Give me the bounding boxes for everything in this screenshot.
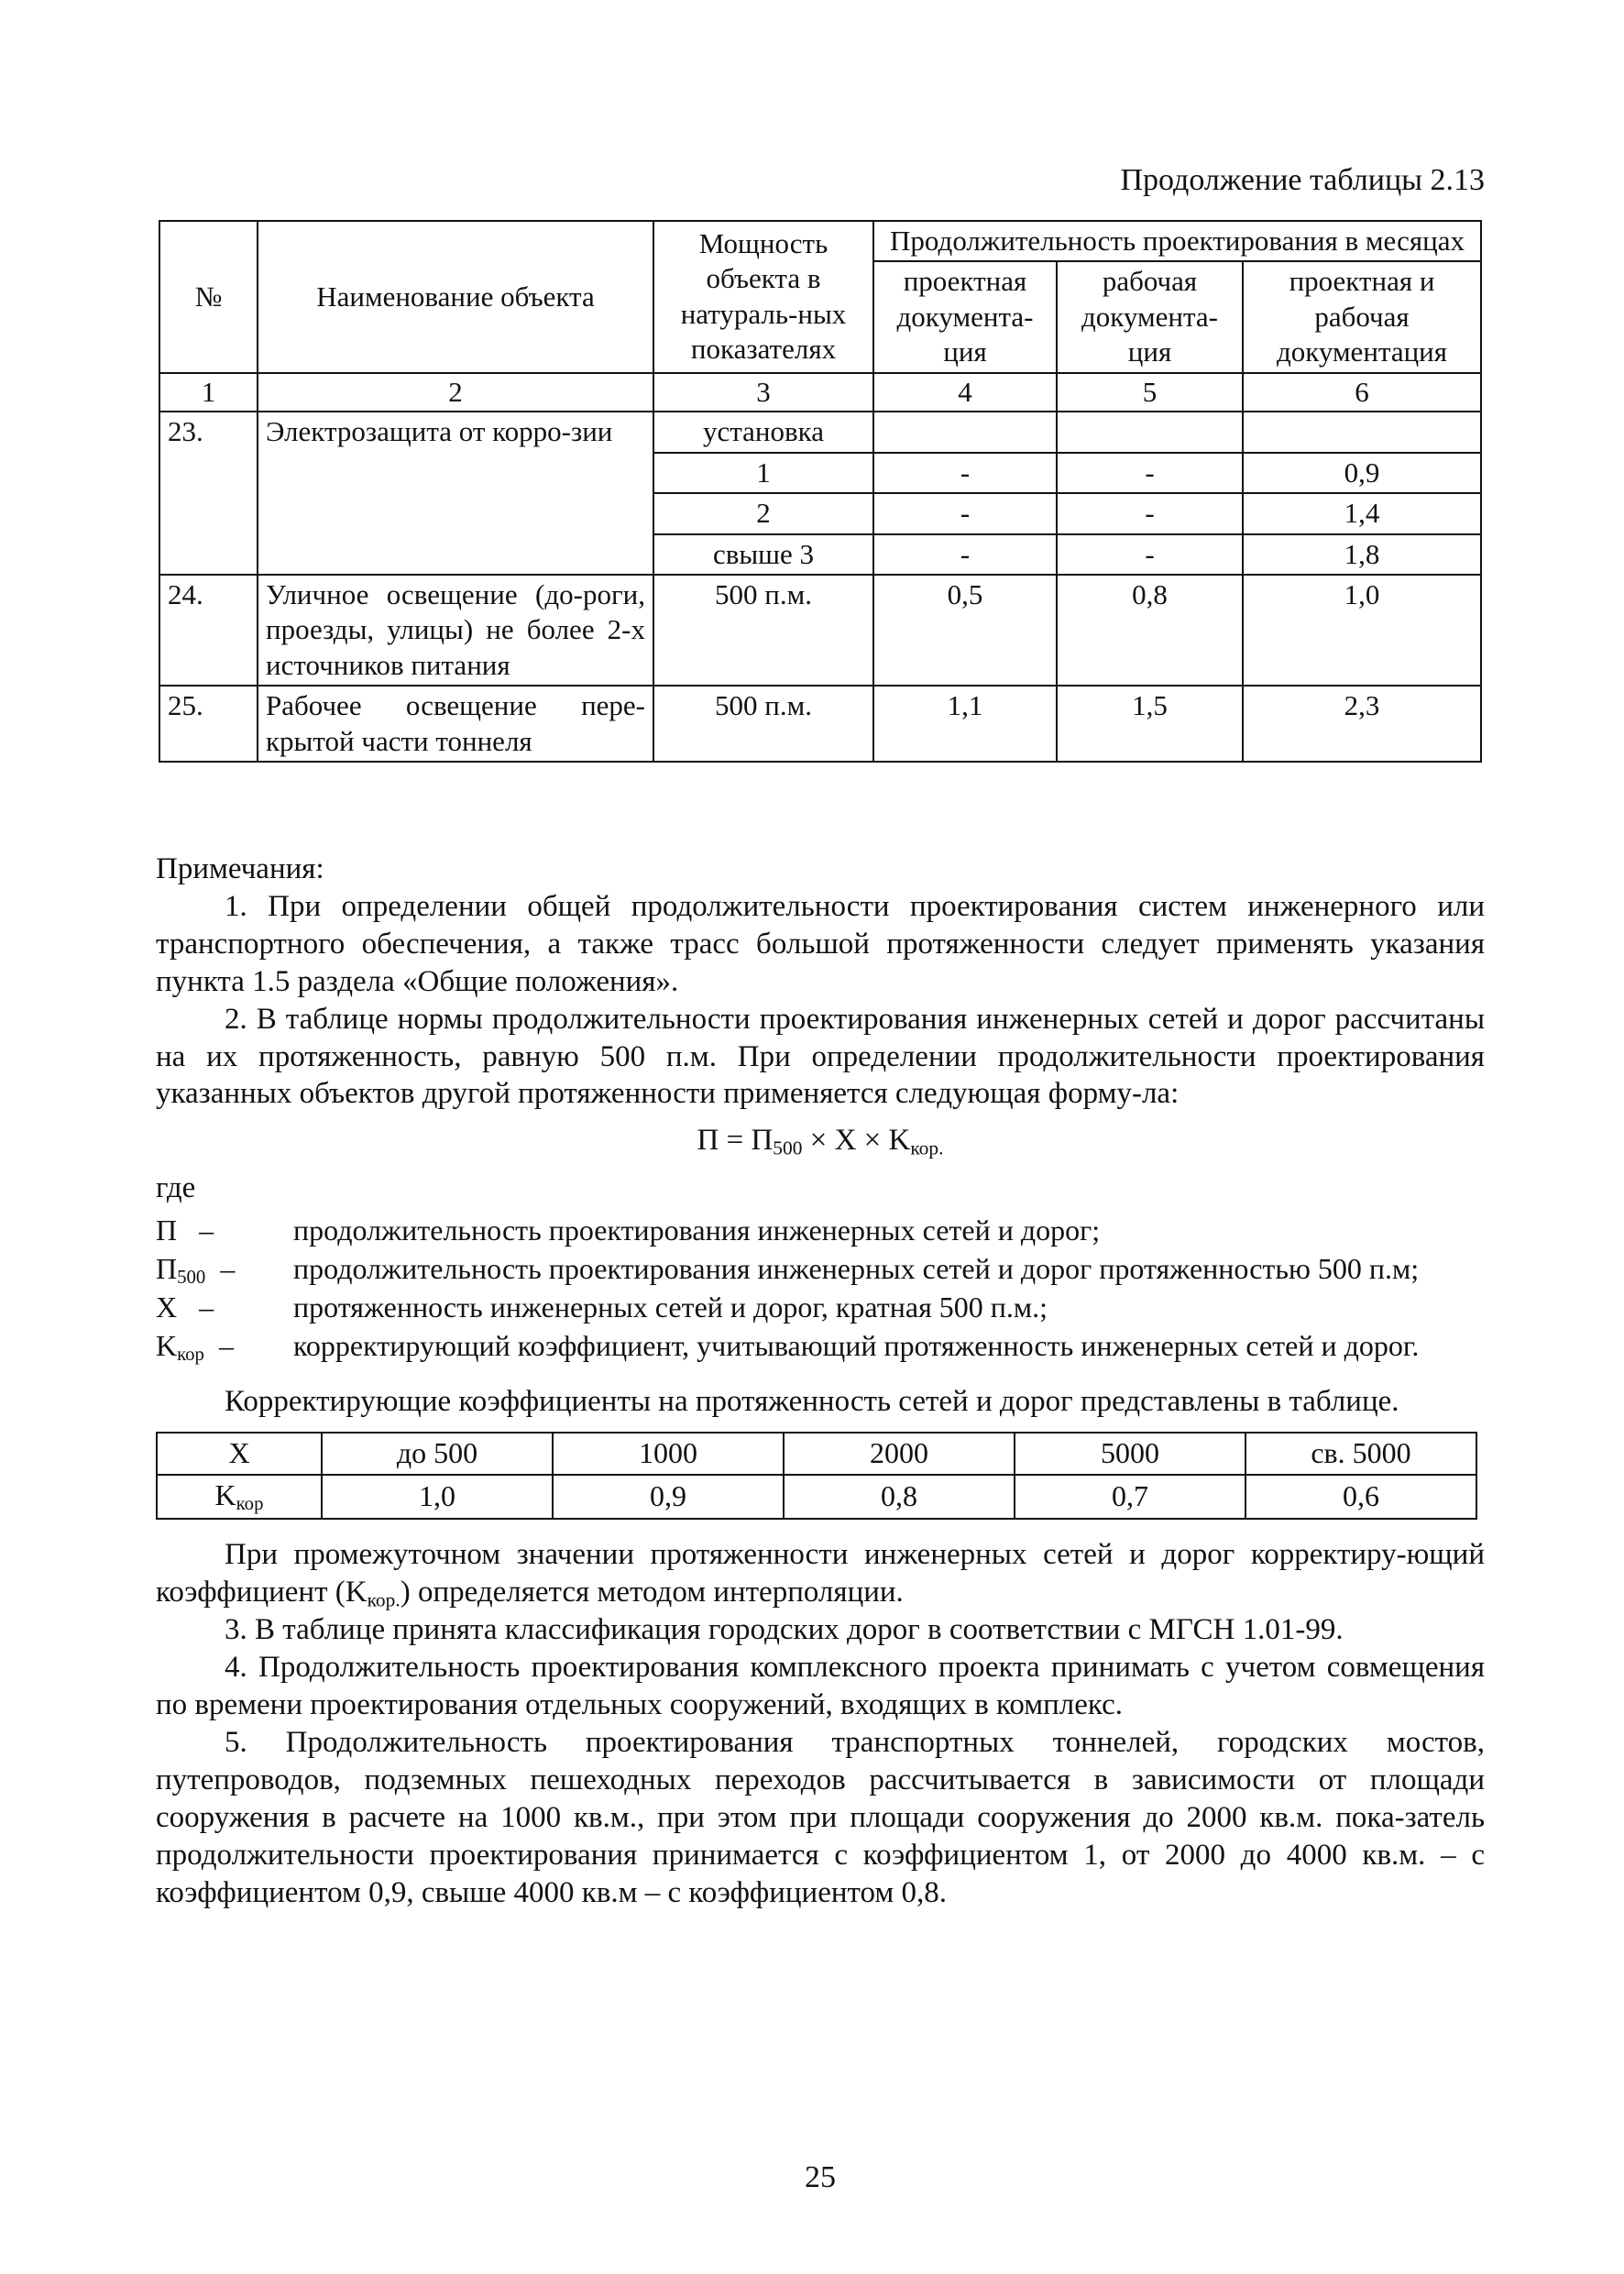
row-capacity: 500 п.м.: [653, 686, 873, 762]
header-project-and-working: проектная и рабочая документация: [1243, 261, 1481, 372]
table-row: [159, 412, 1481, 452]
k-table-x-label: X: [157, 1433, 322, 1475]
legend-row: [156, 1290, 1485, 1328]
interpolation-note: При промежуточном значении протяженности инженерных сетей и дорог корректиру-ющий коэффициент $(K_{кор.})$ определяется методом интерполяции.: [156, 1537, 1485, 1610]
column-number: 5: [1057, 373, 1243, 412]
note-2: 2. В таблице нормы продолжительности проектирования инженерных сетей и дорог рассчитаны на их протяженность, равную 500 п.м. При определении продолжительности проектирования указанных объектов другой протяженности применяется следующая форму-ла:: [156, 1002, 1485, 1111]
correction-coefficient-table: [156, 1432, 1477, 1520]
row-project-and-working: 1,0: [1243, 575, 1481, 686]
legend-text: протяженность инженерных сетей и дорог, кратная 500 п.м.;: [293, 1291, 1048, 1324]
notes-heading: Примечания:: [156, 852, 324, 885]
row-working-doc: 1,5: [1057, 686, 1243, 762]
column-numbers-row: [159, 373, 1481, 412]
row-number: 25.: [159, 686, 258, 762]
legend-row: [156, 1213, 1485, 1251]
k-table-k-label: $K_{кор}$: [157, 1475, 322, 1519]
row-project-doc: 0,5: [873, 575, 1057, 686]
notes-section: [156, 851, 1485, 1912]
row-project-doc: 1,1: [873, 686, 1057, 762]
row-working-doc: [1057, 412, 1243, 452]
row-capacity: 2: [653, 493, 873, 533]
k-table-k-value: 0,8: [784, 1475, 1015, 1519]
legend-row: [156, 1251, 1485, 1290]
note-3: 3. В таблице принята классификация городских дорог в соответствии с МГСН 1.01-99.: [225, 1613, 1344, 1647]
legend-text: продолжительность проектирования инженерных сетей и дорог;: [293, 1214, 1101, 1247]
table-continuation-title: Продолжение таблицы 2.13: [1120, 163, 1485, 197]
k-table-intro: Корректирующие коэффициенты на протяженность сетей и дорог представлены в таблице.: [225, 1385, 1399, 1419]
header-working-doc: рабочая документа-ция: [1057, 261, 1243, 372]
formula-sub-kor: кор.: [910, 1137, 944, 1159]
formula-sub-500: 500: [773, 1137, 803, 1159]
k-table-k-value: 1,0: [322, 1475, 553, 1519]
legend-text: корректирующий коэффициент, учитывающий протяженность инженерных сетей и дорог.: [293, 1329, 1420, 1363]
row-project-doc: -: [873, 453, 1057, 493]
row-capacity: свыше 3: [653, 534, 873, 575]
legend-symbol: X –: [156, 1291, 214, 1324]
row-project-doc: [873, 412, 1057, 452]
formula-lhs: П = П: [697, 1124, 774, 1158]
row-object-name: Уличное освещение (до-роги, проезды, улицы) не более 2-х источников питания: [258, 575, 653, 686]
legend-symbol: П –: [156, 1214, 214, 1247]
where-label: где: [156, 1171, 196, 1205]
row-capacity: 1: [653, 453, 873, 493]
row-project-and-working: 1,8: [1243, 534, 1481, 575]
table-row: [159, 686, 1481, 762]
note-4: 4. Продолжительность проектирования комплексного проекта принимать с учетом совмещения по времени проектирования отдельных сооружений, входящих в комплекс.: [156, 1651, 1485, 1722]
k-table-x-row: [157, 1433, 1476, 1475]
table-row: [159, 575, 1481, 686]
design-duration-table: [159, 220, 1482, 763]
row-project-and-working: 0,9: [1243, 453, 1481, 493]
header-number: №: [159, 221, 258, 373]
row-working-doc: -: [1057, 493, 1243, 533]
row-number: 23.: [159, 412, 258, 575]
duration-formula: [156, 1122, 1485, 1160]
formula-legend: [156, 1213, 1485, 1367]
row-working-doc: -: [1057, 534, 1243, 575]
row-working-doc: -: [1057, 453, 1243, 493]
header-duration-group: Продолжительность проектирования в месяцах: [873, 221, 1481, 261]
k-table-x-value: 2000: [784, 1433, 1015, 1475]
k-table-k-value: 0,7: [1015, 1475, 1245, 1519]
k-table-k-value: 0,6: [1245, 1475, 1476, 1519]
row-project-doc: -: [873, 534, 1057, 575]
row-project-and-working: 1,4: [1243, 493, 1481, 533]
column-number: 4: [873, 373, 1057, 412]
column-number: 6: [1243, 373, 1481, 412]
row-capacity: 500 п.м.: [653, 575, 873, 686]
page-number: 25: [805, 2160, 836, 2194]
column-number: 1: [159, 373, 258, 412]
header-project-doc: проектная документа-ция: [873, 261, 1057, 372]
legend-symbol: $K_{кор}$ –: [156, 1329, 234, 1366]
legend-row: [156, 1328, 1485, 1367]
k-table-x-value: 5000: [1015, 1433, 1245, 1475]
row-number: 24.: [159, 575, 258, 686]
legend-symbol: $П_{500}$ –: [156, 1252, 236, 1289]
k-table-k-row: [157, 1475, 1476, 1519]
row-project-and-working: [1243, 412, 1481, 452]
header-object-name: Наименование объекта: [258, 221, 653, 373]
row-capacity: установка: [653, 412, 873, 452]
row-project-doc: -: [873, 493, 1057, 533]
k-table-x-value: 1000: [553, 1433, 784, 1475]
header-capacity: Мощность объекта в натураль-ных показателях: [653, 221, 873, 373]
k-table-x-value: до 500: [322, 1433, 553, 1475]
column-number: 3: [653, 373, 873, 412]
column-number: 2: [258, 373, 653, 412]
formula-mid: × X × K: [802, 1124, 911, 1158]
k-table-x-value: св. 5000: [1245, 1433, 1476, 1475]
row-object-name: Электрозащита от корро-зии: [258, 412, 653, 575]
note-1: 1. При определении общей продолжительности проектирования систем инженерного или транспортного обеспечения, а также трасс большой протяженности следует применять указания пункта 1.5 раздела «Общие положения».: [156, 889, 1485, 998]
k-table-k-value: 0,9: [553, 1475, 784, 1519]
row-project-and-working: 2,3: [1243, 686, 1481, 762]
legend-text: продолжительность проектирования инженерных сетей и дорог протяженностью 500 п.м;: [293, 1252, 1420, 1286]
row-object-name: Рабочее освещение пере-крытой части тоннеля: [258, 686, 653, 762]
row-working-doc: 0,8: [1057, 575, 1243, 686]
note-5: 5. Продолжительность проектирования транспортных тоннелей, городских мостов, путепроводов, подземных пешеходных переходов рассчитывается в зависимости от площади сооружения в расчете на 1000 кв.м., при этом при площади сооружения до 2000 кв.м. пока-затель продолжительности проектирования принимается с коэффициентом 1, от 2000 до 4000 кв.м. – с коэффициентом 0,9, свыше 4000 кв.м – с коэффициентом 0,8.: [156, 1726, 1485, 1909]
